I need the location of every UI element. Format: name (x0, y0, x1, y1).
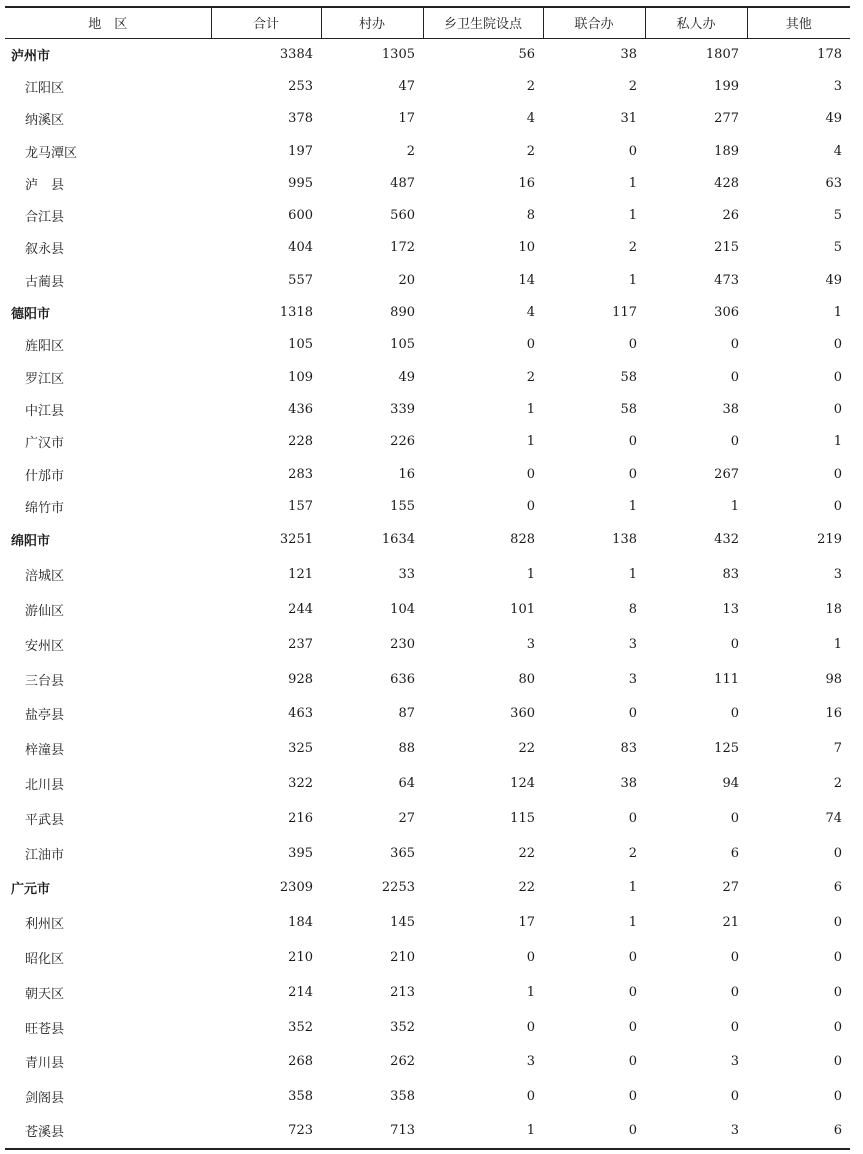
district-name: 梓潼县 (25, 743, 65, 759)
cell-total: 237 (288, 636, 313, 652)
cell-joint-run: 2 (628, 845, 637, 861)
cell-other: 1 (833, 636, 842, 652)
cell-joint-run: 0 (628, 1019, 637, 1035)
cell-joint-run: 0 (628, 810, 637, 826)
table-row (5, 135, 850, 167)
cell-township-hospital: 8 (526, 208, 535, 224)
cell-township-hospital: 2 (526, 143, 535, 159)
cell-village-run: 210 (390, 949, 415, 965)
cell-total: 395 (288, 845, 313, 861)
cell-other: 49 (825, 111, 842, 127)
cell-total: 228 (288, 434, 313, 450)
table-row (5, 1010, 850, 1045)
cell-joint-run: 38 (620, 46, 637, 62)
cell-total: 244 (288, 601, 313, 617)
cell-township-hospital: 828 (510, 532, 535, 548)
city-row (5, 870, 850, 905)
city-name: 广元市 (11, 882, 51, 898)
cell-other: 1 (833, 305, 842, 321)
cell-township-hospital: 22 (518, 845, 535, 861)
district-name: 叙永县 (25, 242, 65, 258)
table-row (5, 361, 850, 393)
cell-village-run: 88 (398, 741, 415, 757)
cell-total: 2309 (279, 880, 313, 896)
cell-joint-run: 38 (620, 775, 637, 791)
table-row (5, 940, 850, 975)
cell-other: 74 (825, 810, 842, 826)
city-row (5, 38, 850, 70)
cell-private: 306 (714, 305, 739, 321)
header-joint-run: 联合办 (543, 7, 645, 38)
table-row (5, 592, 850, 627)
city-name: 绵阳市 (11, 534, 51, 550)
header-private: 私人办 (645, 7, 747, 38)
table-row (5, 662, 850, 697)
cell-village-run: 890 (390, 305, 415, 321)
district-name: 安州区 (25, 638, 65, 654)
cell-village-run: 339 (390, 401, 415, 417)
cell-private: 267 (714, 466, 739, 482)
cell-village-run: 560 (390, 208, 415, 224)
table-row (5, 627, 850, 662)
cell-joint-run: 0 (628, 337, 637, 353)
cell-village-run: 16 (398, 466, 415, 482)
table-row (5, 801, 850, 836)
cell-township-hospital: 0 (526, 949, 535, 965)
district-name: 泸 县 (25, 177, 65, 193)
table-row (5, 731, 850, 766)
city-row (5, 296, 850, 328)
cell-joint-run: 31 (620, 111, 637, 127)
cell-total: 268 (288, 1054, 313, 1070)
cell-other: 3 (833, 78, 842, 94)
cell-township-hospital: 1 (526, 434, 535, 450)
cell-private: 3 (730, 1054, 739, 1070)
cell-township-hospital: 1 (526, 567, 535, 583)
cell-other: 98 (825, 671, 842, 687)
cell-joint-run: 2 (628, 78, 637, 94)
cell-other: 0 (833, 845, 842, 861)
cell-village-run: 2 (406, 143, 415, 159)
cell-village-run: 20 (398, 272, 415, 288)
header-region: 地 区 (5, 7, 211, 38)
cell-other: 18 (825, 601, 842, 617)
table-row (5, 766, 850, 801)
cell-joint-run: 0 (628, 143, 637, 159)
district-name: 旌阳区 (25, 339, 65, 355)
cell-total: 1318 (279, 305, 313, 321)
cell-joint-run: 1 (628, 272, 637, 288)
cell-township-hospital: 14 (518, 272, 535, 288)
cell-total: 184 (288, 915, 313, 931)
cell-total: 995 (288, 175, 313, 191)
district-name: 盐亭县 (25, 708, 65, 724)
header-village-run: 村办 (321, 7, 423, 38)
cell-township-hospital: 17 (518, 915, 535, 931)
cell-township-hospital: 0 (526, 1089, 535, 1105)
cell-township-hospital: 56 (518, 46, 535, 62)
table-row (5, 836, 850, 871)
district-name: 旺苍县 (25, 1021, 65, 1037)
cell-other: 16 (825, 706, 842, 722)
cell-township-hospital: 0 (526, 337, 535, 353)
cell-village-run: 27 (398, 810, 415, 826)
cell-village-run: 155 (390, 498, 415, 514)
cell-village-run: 1634 (381, 532, 415, 548)
city-row (5, 522, 850, 557)
district-name: 青川县 (25, 1056, 65, 1072)
cell-private: 1 (730, 498, 739, 514)
district-name: 涪城区 (25, 569, 65, 585)
cell-private: 432 (714, 532, 739, 548)
cell-total: 105 (288, 337, 313, 353)
table-row (5, 557, 850, 592)
cell-private: 26 (722, 208, 739, 224)
cell-village-run: 17 (398, 111, 415, 127)
cell-township-hospital: 4 (526, 111, 535, 127)
table-row (5, 975, 850, 1010)
cell-other: 0 (833, 1089, 842, 1105)
cell-other: 49 (825, 272, 842, 288)
cell-joint-run: 0 (628, 984, 637, 1000)
cell-other: 7 (833, 741, 842, 757)
table-row (5, 167, 850, 199)
table-row (5, 1044, 850, 1079)
cell-township-hospital: 360 (510, 706, 535, 722)
cell-private: 3 (645, 1114, 747, 1149)
cell-township-hospital: 1 (423, 1114, 543, 1149)
table-row (5, 490, 850, 522)
cell-township-hospital: 1 (526, 401, 535, 417)
table-row (5, 1079, 850, 1114)
cell-joint-run: 0 (543, 1114, 645, 1149)
cell-other: 0 (833, 337, 842, 353)
cell-total: 197 (288, 143, 313, 159)
cell-other: 219 (817, 532, 842, 548)
cell-township-hospital: 124 (510, 775, 535, 791)
cell-total: 157 (288, 498, 313, 514)
cell-joint-run: 3 (628, 671, 637, 687)
cell-private: 473 (714, 272, 739, 288)
header-other: 其他 (747, 7, 850, 38)
cell-private: 0 (730, 810, 739, 826)
district-name: 江阳区 (25, 80, 65, 96)
cell-private: 6 (730, 845, 739, 861)
cell-private: 0 (730, 1089, 739, 1105)
cell-other: 0 (833, 369, 842, 385)
header-township-hospital: 乡卫生院设点 (423, 7, 543, 38)
cell-joint-run: 0 (628, 706, 637, 722)
cell-village-run: 104 (390, 601, 415, 617)
cell-other: 63 (825, 175, 842, 191)
cell-total: 283 (288, 466, 313, 482)
cell-private: 199 (714, 78, 739, 94)
cell-total: 210 (288, 949, 313, 965)
cell-total: 3251 (279, 532, 313, 548)
cell-village-run: 64 (398, 775, 415, 791)
cell-village-run: 226 (390, 434, 415, 450)
cell-joint-run: 3 (628, 636, 637, 652)
cell-village-run: 358 (390, 1089, 415, 1105)
cell-joint-run: 138 (612, 532, 637, 548)
cell-village-run: 213 (390, 984, 415, 1000)
cell-other: 6 (833, 880, 842, 896)
city-name: 德阳市 (11, 307, 51, 323)
cell-joint-run: 0 (628, 1089, 637, 1105)
cell-joint-run: 83 (620, 741, 637, 757)
cell-village-run: 487 (390, 175, 415, 191)
cell-township-hospital: 2 (526, 78, 535, 94)
cell-joint-run: 1 (628, 915, 637, 931)
district-name: 剑阁县 (25, 1091, 65, 1107)
cell-other: 4 (833, 143, 842, 159)
cell-private: 0 (730, 1019, 739, 1035)
cell-village-run: 713 (321, 1114, 423, 1149)
cell-village-run: 262 (390, 1054, 415, 1070)
cell-private: 38 (722, 401, 739, 417)
cell-total: 109 (288, 369, 313, 385)
cell-joint-run: 58 (620, 369, 637, 385)
district-name: 合江县 (25, 210, 65, 226)
cell-private: 1807 (705, 46, 739, 62)
city-name: 泸州市 (11, 48, 51, 64)
cell-joint-run: 0 (628, 1054, 637, 1070)
cell-private: 0 (730, 949, 739, 965)
cell-village-run: 2253 (381, 880, 415, 896)
cell-private: 83 (722, 567, 739, 583)
cell-township-hospital: 1 (526, 984, 535, 1000)
cell-total: 723 (211, 1114, 321, 1149)
district-name: 中江县 (25, 403, 65, 419)
cell-private: 0 (730, 337, 739, 353)
cell-joint-run: 0 (628, 949, 637, 965)
table-row (5, 696, 850, 731)
table-row (5, 329, 850, 361)
cell-village-run: 33 (398, 567, 415, 583)
cell-private: 0 (730, 706, 739, 722)
cell-village-run: 87 (398, 706, 415, 722)
cell-total: 322 (288, 775, 313, 791)
cell-joint-run: 0 (628, 434, 637, 450)
district-name: 什邡市 (25, 468, 65, 484)
cell-joint-run: 117 (612, 305, 637, 321)
cell-other: 2 (833, 775, 842, 791)
cell-township-hospital: 4 (526, 305, 535, 321)
cell-total: 600 (288, 208, 313, 224)
cell-joint-run: 0 (628, 466, 637, 482)
cell-joint-run: 58 (620, 401, 637, 417)
cell-joint-run: 1 (628, 567, 637, 583)
table-row (5, 393, 850, 425)
district-name: 游仙区 (25, 603, 65, 619)
cell-total: 358 (288, 1089, 313, 1105)
cell-township-hospital: 16 (518, 175, 535, 191)
table-row (5, 103, 850, 135)
cell-other: 0 (833, 466, 842, 482)
cell-private: 189 (714, 143, 739, 159)
cell-township-hospital: 22 (518, 880, 535, 896)
cell-joint-run: 1 (628, 175, 637, 191)
cell-private: 0 (730, 434, 739, 450)
cell-township-hospital: 22 (518, 741, 535, 757)
cell-private: 27 (722, 880, 739, 896)
cell-joint-run: 1 (628, 498, 637, 514)
cell-joint-run: 8 (628, 601, 637, 617)
district-name: 罗江区 (25, 371, 65, 387)
district-name: 江油市 (25, 847, 65, 863)
table-row (5, 458, 850, 490)
district-name: 三台县 (25, 673, 65, 689)
district-name: 广汉市 (25, 436, 65, 452)
district-name: 昭化区 (25, 951, 65, 967)
cell-total: 928 (288, 671, 313, 687)
cell-private: 13 (722, 601, 739, 617)
table-body (5, 38, 850, 1149)
cell-private: 21 (722, 915, 739, 931)
header-total: 合计 (211, 7, 321, 38)
district-name: 古蔺县 (25, 274, 65, 290)
cell-private: 111 (714, 671, 739, 687)
cell-other: 0 (833, 915, 842, 931)
cell-township-hospital: 0 (526, 498, 535, 514)
cell-township-hospital: 2 (526, 369, 535, 385)
cell-total: 216 (288, 810, 313, 826)
table-row (5, 264, 850, 296)
cell-private: 0 (730, 984, 739, 1000)
cell-total: 121 (288, 567, 313, 583)
district-name: 龙马潭区 (25, 145, 78, 161)
cell-total: 214 (288, 984, 313, 1000)
statistics-table (5, 6, 850, 1150)
cell-other: 5 (833, 208, 842, 224)
cell-other: 1 (833, 434, 842, 450)
cell-private: 0 (730, 369, 739, 385)
cell-total: 325 (288, 741, 313, 757)
cell-township-hospital: 0 (526, 1019, 535, 1035)
cell-other: 6 (747, 1114, 850, 1149)
cell-township-hospital: 10 (518, 240, 535, 256)
cell-village-run: 1305 (381, 46, 415, 62)
cell-private: 215 (714, 240, 739, 256)
cell-joint-run: 1 (628, 208, 637, 224)
cell-township-hospital: 80 (518, 671, 535, 687)
district-name: 北川县 (25, 777, 65, 793)
header-row (5, 7, 850, 38)
district-name: 利州区 (25, 917, 65, 933)
district-name: 苍溪县 (5, 1114, 211, 1149)
cell-private: 277 (714, 111, 739, 127)
cell-other: 0 (833, 984, 842, 1000)
district-name: 纳溪区 (25, 113, 65, 129)
cell-total: 378 (288, 111, 313, 127)
table-row (5, 1114, 850, 1149)
cell-total: 557 (288, 272, 313, 288)
table-row (5, 199, 850, 231)
cell-total: 352 (288, 1019, 313, 1035)
cell-joint-run: 2 (628, 240, 637, 256)
district-name: 绵竹市 (25, 500, 65, 516)
cell-other: 0 (833, 498, 842, 514)
cell-village-run: 352 (390, 1019, 415, 1035)
cell-village-run: 49 (398, 369, 415, 385)
cell-other: 178 (817, 46, 842, 62)
cell-total: 404 (288, 240, 313, 256)
table-row (5, 426, 850, 458)
cell-other: 5 (833, 240, 842, 256)
cell-village-run: 105 (390, 337, 415, 353)
cell-village-run: 145 (390, 915, 415, 931)
cell-other: 0 (833, 949, 842, 965)
cell-township-hospital: 0 (526, 466, 535, 482)
cell-village-run: 636 (390, 671, 415, 687)
table-row (5, 232, 850, 264)
cell-township-hospital: 115 (510, 810, 535, 826)
cell-total: 3384 (279, 46, 313, 62)
cell-total: 463 (288, 706, 313, 722)
cell-village-run: 172 (390, 240, 415, 256)
cell-total: 253 (288, 78, 313, 94)
cell-other: 0 (833, 1019, 842, 1035)
table-row (5, 905, 850, 940)
cell-other: 3 (833, 567, 842, 583)
cell-joint-run: 1 (628, 880, 637, 896)
cell-private: 125 (714, 741, 739, 757)
cell-private: 94 (722, 775, 739, 791)
district-name: 朝天区 (25, 986, 65, 1002)
table-row (5, 70, 850, 102)
cell-township-hospital: 3 (526, 636, 535, 652)
district-name: 平武县 (25, 812, 65, 828)
cell-private: 0 (730, 636, 739, 652)
cell-township-hospital: 3 (526, 1054, 535, 1070)
cell-private: 428 (714, 175, 739, 191)
cell-village-run: 47 (398, 78, 415, 94)
cell-other: 0 (833, 1054, 842, 1070)
cell-other: 0 (833, 401, 842, 417)
cell-township-hospital: 101 (510, 601, 535, 617)
cell-village-run: 230 (390, 636, 415, 652)
cell-village-run: 365 (390, 845, 415, 861)
cell-total: 436 (288, 401, 313, 417)
